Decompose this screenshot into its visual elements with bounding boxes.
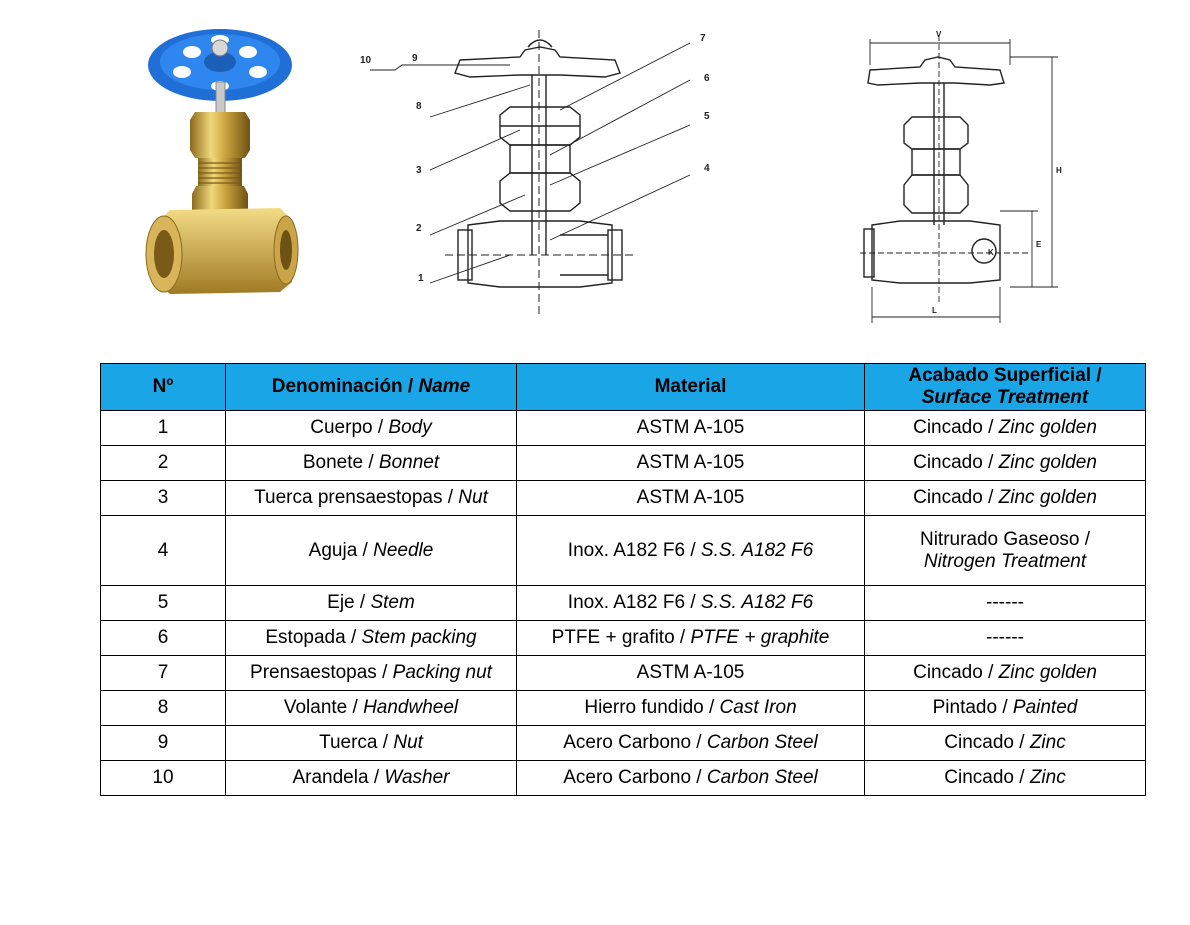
cell-finish: Cincado / Zinc bbox=[865, 726, 1146, 761]
dimension-label-e: E bbox=[1036, 240, 1042, 249]
cell-finish: Cincado / Zinc golden bbox=[865, 446, 1146, 481]
section-number-label: 6 bbox=[704, 73, 710, 84]
table-row bbox=[101, 656, 1146, 691]
cell-number: 5 bbox=[101, 586, 226, 621]
section-number-label: 3 bbox=[416, 165, 422, 176]
dimension-label-v: V bbox=[936, 30, 942, 39]
section-number-label: 4 bbox=[704, 163, 710, 174]
cell-number: 9 bbox=[101, 726, 226, 761]
cell-finish: Cincado / Zinc golden bbox=[865, 656, 1146, 691]
header-number: Nº bbox=[101, 364, 226, 411]
cell-finish: Cincado / Zinc golden bbox=[865, 411, 1146, 446]
table-row bbox=[101, 691, 1146, 726]
header-name: Denominación / Name bbox=[226, 364, 517, 411]
cell-material: ASTM A-105 bbox=[517, 481, 865, 516]
table-row bbox=[101, 411, 1146, 446]
cell-material: ASTM A-105 bbox=[517, 656, 865, 691]
section-number-label: 8 bbox=[416, 101, 422, 112]
header-material: Material bbox=[517, 364, 865, 411]
cell-material: Inox. A182 F6 / S.S. A182 F6 bbox=[517, 586, 865, 621]
cell-name: Estopada / Stem packing bbox=[226, 621, 517, 656]
section-number-label: 5 bbox=[704, 111, 710, 122]
cell-material: ASTM A-105 bbox=[517, 411, 865, 446]
cell-name: Eje / Stem bbox=[226, 586, 517, 621]
cell-number: 6 bbox=[101, 621, 226, 656]
section-number-label: 1 bbox=[418, 273, 424, 284]
table-row bbox=[101, 726, 1146, 761]
cell-material: PTFE + grafito / PTFE + graphite bbox=[517, 621, 865, 656]
cell-name: Tuerca prensaestopas / Nut bbox=[226, 481, 517, 516]
cell-number: 1 bbox=[101, 411, 226, 446]
cell-name: Volante / Handwheel bbox=[226, 691, 517, 726]
header-finish: Acabado Superficial / Surface Treatment bbox=[865, 364, 1146, 411]
cell-number: 10 bbox=[101, 761, 226, 796]
table-row bbox=[101, 446, 1146, 481]
cell-finish: Cincado / Zinc bbox=[865, 761, 1146, 796]
table-header-row bbox=[101, 364, 1146, 411]
dimension-label-h: H bbox=[1056, 166, 1062, 175]
cell-name: Arandela / Washer bbox=[226, 761, 517, 796]
cell-number: 8 bbox=[101, 691, 226, 726]
cell-number: 2 bbox=[101, 446, 226, 481]
dimension-label-k: K bbox=[988, 248, 994, 257]
figures-area bbox=[0, 0, 1190, 360]
section-number-label: 10 bbox=[360, 55, 372, 66]
table-row bbox=[101, 586, 1146, 621]
section-number-label: 9 bbox=[412, 53, 418, 64]
cell-finish: Cincado / Zinc golden bbox=[865, 481, 1146, 516]
cell-finish: ------ bbox=[865, 586, 1146, 621]
cell-material: Hierro fundido / Cast Iron bbox=[517, 691, 865, 726]
table-row bbox=[101, 516, 1146, 586]
table-row bbox=[101, 761, 1146, 796]
cell-material: Inox. A182 F6 / S.S. A182 F6 bbox=[517, 516, 865, 586]
cell-material: Acero Carbono / Carbon Steel bbox=[517, 726, 865, 761]
cell-number: 3 bbox=[101, 481, 226, 516]
section-drawing bbox=[350, 25, 730, 325]
cell-material: ASTM A-105 bbox=[517, 446, 865, 481]
section-number-label: 2 bbox=[416, 223, 422, 234]
parts-table bbox=[100, 363, 1146, 796]
valve-photo bbox=[140, 20, 300, 305]
cell-finish: ------ bbox=[865, 621, 1146, 656]
section-number-label: 7 bbox=[700, 33, 706, 44]
dimension-label-l: L bbox=[932, 306, 937, 315]
dimension-drawing bbox=[860, 25, 1070, 325]
cell-name: Aguja / Needle bbox=[226, 516, 517, 586]
table-row bbox=[101, 481, 1146, 516]
cell-finish: Pintado / Painted bbox=[865, 691, 1146, 726]
table-row bbox=[101, 621, 1146, 656]
cell-number: 4 bbox=[101, 516, 226, 586]
cell-material: Acero Carbono / Carbon Steel bbox=[517, 761, 865, 796]
cell-finish: Nitrurado Gaseoso / Nitrogen Treatment bbox=[865, 516, 1146, 586]
cell-name: Prensaestopas / Packing nut bbox=[226, 656, 517, 691]
cell-number: 7 bbox=[101, 656, 226, 691]
cell-name: Tuerca / Nut bbox=[226, 726, 517, 761]
cell-name: Cuerpo / Body bbox=[226, 411, 517, 446]
cell-name: Bonete / Bonnet bbox=[226, 446, 517, 481]
